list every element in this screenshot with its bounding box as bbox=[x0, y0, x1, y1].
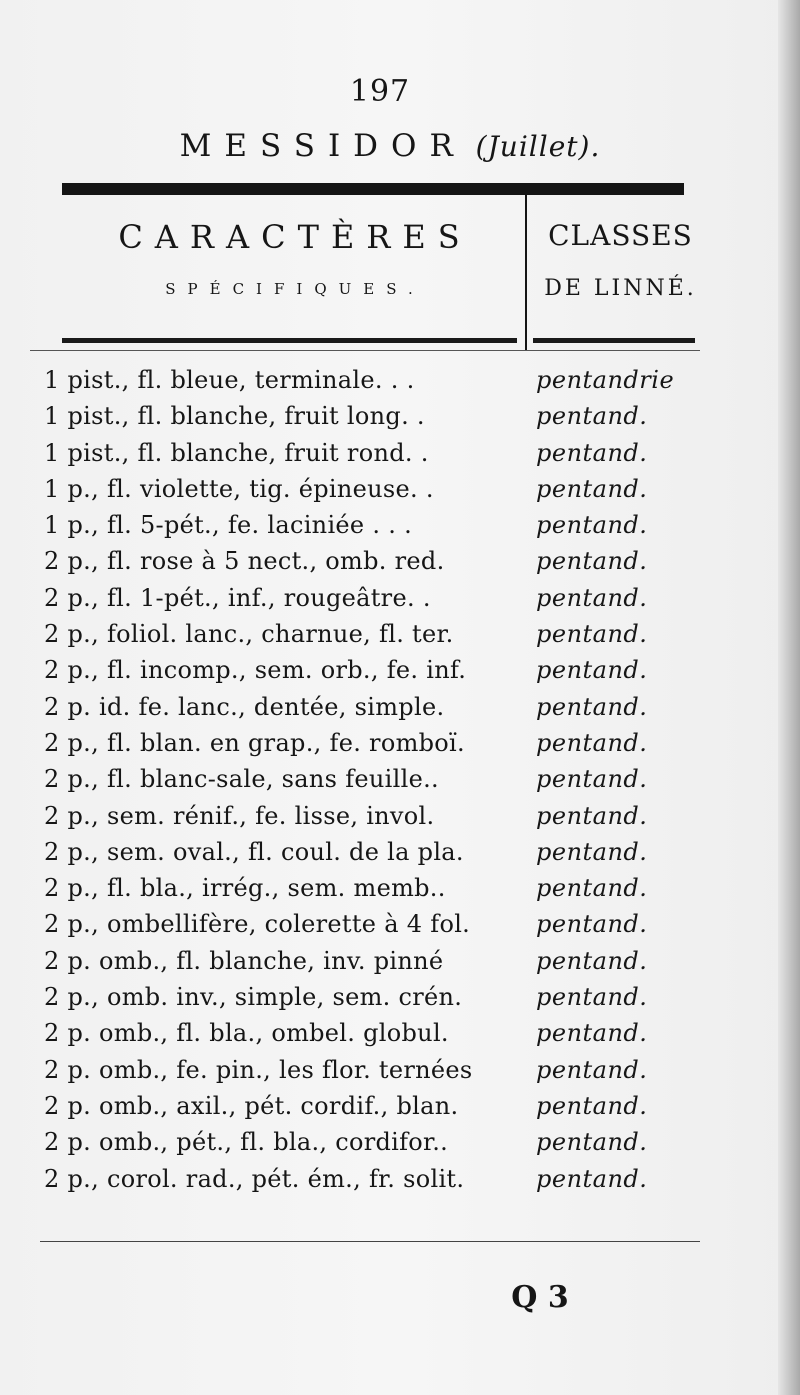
row-characters: 2 p., fl. blan. en grap., fe. romboï. bbox=[44, 728, 465, 757]
row-characters: 2 p., sem. oval., fl. coul. de la pla. bbox=[44, 837, 464, 866]
row-class: pentand. bbox=[536, 547, 648, 576]
table-row bbox=[44, 870, 704, 906]
table-row bbox=[44, 652, 704, 688]
table-row bbox=[44, 1015, 704, 1051]
table-row bbox=[44, 471, 704, 507]
row-characters: 2 p., corol. rad., pét. ém., fr. solit. bbox=[44, 1164, 465, 1193]
table-row bbox=[44, 616, 704, 652]
row-characters: 1 pist., fl. bleue, terminale. . . bbox=[44, 366, 415, 394]
page-number: 197 bbox=[349, 74, 411, 109]
row-class: pentand. bbox=[536, 656, 648, 685]
table-row bbox=[44, 580, 704, 616]
row-characters: 2 p. omb., fl. blanche, inv. pinné bbox=[44, 946, 444, 975]
species-table bbox=[44, 362, 704, 1197]
column-subheading-specific: SPÉCIFIQUES. bbox=[165, 280, 425, 298]
column-heading-classes: CLASSES bbox=[548, 219, 693, 252]
table-row bbox=[44, 1088, 704, 1124]
table-row bbox=[44, 1161, 704, 1197]
row-characters: 2 p., sem. rénif., fe. lisse, invol. bbox=[44, 801, 435, 830]
row-class: pentandrie bbox=[536, 366, 675, 394]
table-row bbox=[44, 834, 704, 870]
row-class: pentand. bbox=[536, 765, 648, 794]
page-edge-shadow bbox=[778, 0, 800, 1395]
signature-mark: Q 3 bbox=[511, 1280, 569, 1315]
table-row bbox=[44, 689, 704, 725]
row-class: pentand. bbox=[536, 910, 648, 939]
table-row bbox=[44, 943, 704, 979]
heading-rule-left bbox=[62, 338, 517, 343]
row-class: pentand. bbox=[536, 1091, 648, 1120]
row-class: pentand. bbox=[536, 1128, 648, 1157]
row-class: pentand. bbox=[536, 692, 648, 721]
table-row bbox=[44, 1052, 704, 1088]
row-class: pentand. bbox=[536, 583, 648, 612]
row-characters: 2 p., fl. bla., irrég., sem. memb.. bbox=[44, 874, 446, 903]
row-characters: 2 p. omb., fl. bla., ombel. globul. bbox=[44, 1019, 449, 1048]
column-heading-characters: CARACTÈRES bbox=[118, 218, 472, 256]
row-characters: 1 p., fl. violette, tig. épineuse. . bbox=[44, 474, 434, 503]
table-row bbox=[44, 543, 704, 579]
running-title-month: MESSIDOR bbox=[179, 128, 466, 164]
row-characters: 2 p., fl. incomp., sem. orb., fe. inf. bbox=[44, 656, 467, 685]
row-characters: 2 p. id. fe. lanc., dentée, simple. bbox=[44, 692, 445, 721]
heading-thin-rule bbox=[30, 350, 700, 351]
row-class: pentand. bbox=[536, 474, 648, 503]
row-class: pentand. bbox=[536, 620, 648, 649]
table-row bbox=[44, 798, 704, 834]
table-row bbox=[44, 362, 704, 398]
row-characters: 1 p., fl. 5-pét., fe. laciniée . . . bbox=[44, 511, 412, 540]
row-class: pentand. bbox=[536, 1019, 648, 1048]
running-title bbox=[110, 128, 670, 164]
table-row bbox=[44, 507, 704, 543]
row-characters: 2 p., fl. blanc-sale, sans feuille.. bbox=[44, 765, 439, 794]
row-characters: 2 p. omb., pét., fl. bla., cordifor.. bbox=[44, 1128, 449, 1157]
row-characters: 2 p. omb., axil., pét. cordif., blan. bbox=[44, 1091, 459, 1120]
row-class: pentand. bbox=[536, 874, 648, 903]
row-characters: 2 p., ombellifère, colerette à 4 fol. bbox=[44, 910, 471, 939]
row-class: pentand. bbox=[536, 801, 648, 830]
row-class: pentand. bbox=[536, 1055, 648, 1084]
heading-rule-right bbox=[533, 338, 695, 343]
row-characters: 2 p., omb. inv., simple, sem. crén. bbox=[44, 983, 463, 1012]
row-class: pentand. bbox=[536, 837, 648, 866]
column-subheading-linne: DE LINNÉ. bbox=[544, 276, 697, 301]
row-characters: 2 p., fl. 1-pét., inf., rougeâtre. . bbox=[44, 583, 431, 612]
row-characters: 1 pist., fl. blanche, fruit rond. . bbox=[44, 438, 429, 467]
row-class: pentand. bbox=[536, 402, 648, 431]
row-characters: 1 pist., fl. blanche, fruit long. . bbox=[44, 402, 425, 431]
bottom-rule bbox=[40, 1241, 700, 1242]
table-row bbox=[44, 1124, 704, 1160]
column-divider bbox=[525, 195, 527, 350]
table-row bbox=[44, 906, 704, 942]
table-row bbox=[44, 435, 704, 471]
row-class: pentand. bbox=[536, 511, 648, 540]
header-thick-rule bbox=[62, 183, 684, 195]
row-class: pentand. bbox=[536, 983, 648, 1012]
table-row bbox=[44, 398, 704, 434]
table-row bbox=[44, 761, 704, 797]
row-class: pentand. bbox=[536, 1164, 648, 1193]
table-row bbox=[44, 979, 704, 1015]
running-title-paren: (Juillet). bbox=[475, 130, 601, 163]
row-characters: 2 p., fl. rose à 5 nect., omb. red. bbox=[44, 547, 445, 576]
row-class: pentand. bbox=[536, 946, 648, 975]
row-class: pentand. bbox=[536, 728, 648, 757]
row-characters: 2 p., foliol. lanc., charnue, fl. ter. bbox=[44, 620, 454, 649]
row-characters: 2 p. omb., fe. pin., les flor. ternées bbox=[44, 1055, 473, 1084]
table-row bbox=[44, 725, 704, 761]
row-class: pentand. bbox=[536, 438, 648, 467]
